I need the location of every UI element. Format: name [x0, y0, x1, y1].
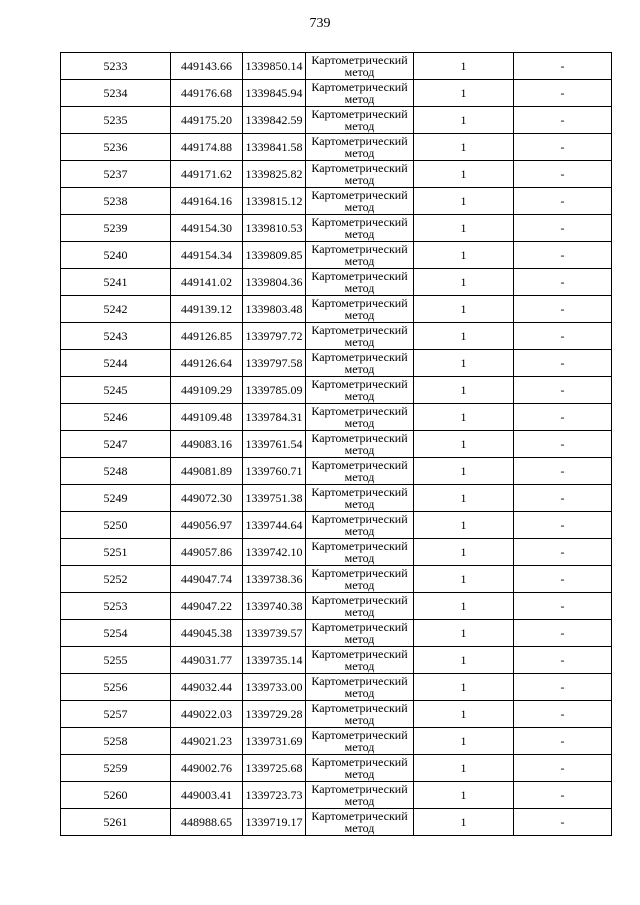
y-coordinate-cell: 1339809.85	[243, 242, 306, 269]
table-row	[61, 134, 612, 161]
point-number-cell: 5260	[61, 782, 171, 809]
y-coordinate-cell: 1339810.53	[243, 215, 306, 242]
x-coordinate-cell: 449072.30	[171, 485, 243, 512]
method-line-1: Картометрический	[311, 134, 408, 148]
method-line-1: Картометрический	[311, 701, 408, 715]
y-coordinate-cell: 1339739.57	[243, 620, 306, 647]
method-cell	[306, 53, 414, 80]
point-number-cell: 5236	[61, 134, 171, 161]
x-coordinate-cell: 449003.41	[171, 782, 243, 809]
accuracy-cell: 1	[414, 809, 514, 836]
table-row	[61, 107, 612, 134]
method-line-1: Картометрический	[311, 269, 408, 283]
y-coordinate-cell: 1339797.72	[243, 323, 306, 350]
table-row	[61, 215, 612, 242]
accuracy-cell: 1	[414, 782, 514, 809]
point-number-cell: 5241	[61, 269, 171, 296]
table-row	[61, 431, 612, 458]
method-cell	[306, 188, 414, 215]
point-number-cell: 5246	[61, 404, 171, 431]
method-cell	[306, 566, 414, 593]
point-number-cell: 5254	[61, 620, 171, 647]
point-number-cell: 5239	[61, 215, 171, 242]
y-coordinate-cell: 1339797.58	[243, 350, 306, 377]
y-coordinate-cell: 1339723.73	[243, 782, 306, 809]
table-row	[61, 377, 612, 404]
method-cell	[306, 458, 414, 485]
method-line-1: Картометрический	[311, 539, 408, 553]
method-line-2: метод	[344, 389, 375, 403]
method-cell	[306, 512, 414, 539]
x-coordinate-cell: 449171.62	[171, 161, 243, 188]
page-number: 739	[309, 16, 331, 31]
method-cell	[306, 647, 414, 674]
method-line-2: метод	[344, 443, 375, 457]
x-coordinate-cell: 449109.29	[171, 377, 243, 404]
table-row	[61, 350, 612, 377]
point-number-cell: 5253	[61, 593, 171, 620]
note-cell: -	[514, 701, 612, 728]
note-cell: -	[514, 80, 612, 107]
method-cell	[306, 674, 414, 701]
table-row	[61, 701, 612, 728]
method-line-2: метод	[344, 65, 375, 79]
point-number-cell: 5249	[61, 485, 171, 512]
table-row	[61, 566, 612, 593]
note-cell: -	[514, 431, 612, 458]
note-cell: -	[514, 323, 612, 350]
method-cell	[306, 296, 414, 323]
point-number-cell: 5242	[61, 296, 171, 323]
method-line-2: метод	[344, 362, 375, 376]
note-cell: -	[514, 593, 612, 620]
method-line-1: Картометрический	[311, 377, 408, 391]
note-cell: -	[514, 620, 612, 647]
y-coordinate-cell: 1339815.12	[243, 188, 306, 215]
point-number-cell: 5233	[61, 53, 171, 80]
note-cell: -	[514, 377, 612, 404]
accuracy-cell: 1	[414, 377, 514, 404]
method-cell	[306, 107, 414, 134]
table-row	[61, 323, 612, 350]
y-coordinate-cell: 1339733.00	[243, 674, 306, 701]
accuracy-cell: 1	[414, 566, 514, 593]
method-line-2: метод	[344, 740, 375, 754]
method-cell	[306, 782, 414, 809]
method-line-1: Картометрический	[311, 620, 408, 634]
y-coordinate-cell: 1339731.69	[243, 728, 306, 755]
method-line-1: Картометрический	[311, 431, 408, 445]
method-line-2: метод	[344, 578, 375, 592]
y-coordinate-cell: 1339845.94	[243, 80, 306, 107]
method-cell	[306, 539, 414, 566]
note-cell: -	[514, 512, 612, 539]
x-coordinate-cell: 449175.20	[171, 107, 243, 134]
y-coordinate-cell: 1339850.14	[243, 53, 306, 80]
x-coordinate-cell: 449022.03	[171, 701, 243, 728]
table-row	[61, 242, 612, 269]
method-line-2: метод	[344, 200, 375, 214]
y-coordinate-cell: 1339841.58	[243, 134, 306, 161]
x-coordinate-cell: 449032.44	[171, 674, 243, 701]
table-row	[61, 674, 612, 701]
point-number-cell: 5250	[61, 512, 171, 539]
method-cell	[306, 134, 414, 161]
x-coordinate-cell: 449154.30	[171, 215, 243, 242]
table-row	[61, 458, 612, 485]
x-coordinate-cell: 449126.64	[171, 350, 243, 377]
method-line-2: метод	[344, 794, 375, 808]
method-line-2: метод	[344, 713, 375, 727]
accuracy-cell: 1	[414, 404, 514, 431]
y-coordinate-cell: 1339760.71	[243, 458, 306, 485]
note-cell: -	[514, 647, 612, 674]
y-coordinate-cell: 1339761.54	[243, 431, 306, 458]
coordinates-table	[60, 52, 612, 836]
method-line-1: Картометрический	[311, 107, 408, 121]
method-line-1: Картометрический	[311, 782, 408, 796]
method-cell	[306, 215, 414, 242]
method-line-2: метод	[344, 821, 375, 835]
method-line-2: метод	[344, 497, 375, 511]
y-coordinate-cell: 1339803.48	[243, 296, 306, 323]
point-number-cell: 5261	[61, 809, 171, 836]
accuracy-cell: 1	[414, 269, 514, 296]
method-line-1: Картометрический	[311, 647, 408, 661]
y-coordinate-cell: 1339725.68	[243, 755, 306, 782]
x-coordinate-cell: 449045.38	[171, 620, 243, 647]
accuracy-cell: 1	[414, 755, 514, 782]
table-row	[61, 404, 612, 431]
y-coordinate-cell: 1339825.82	[243, 161, 306, 188]
accuracy-cell: 1	[414, 53, 514, 80]
table-row	[61, 485, 612, 512]
y-coordinate-cell: 1339738.36	[243, 566, 306, 593]
table-row	[61, 512, 612, 539]
method-cell	[306, 485, 414, 512]
table-row	[61, 620, 612, 647]
point-number-cell: 5245	[61, 377, 171, 404]
method-line-2: метод	[344, 173, 375, 187]
method-cell	[306, 161, 414, 188]
method-cell	[306, 620, 414, 647]
x-coordinate-cell: 449109.48	[171, 404, 243, 431]
method-cell	[306, 809, 414, 836]
method-line-1: Картометрический	[311, 728, 408, 742]
accuracy-cell: 1	[414, 512, 514, 539]
table-row	[61, 53, 612, 80]
x-coordinate-cell: 449143.66	[171, 53, 243, 80]
method-line-2: метод	[344, 470, 375, 484]
x-coordinate-cell: 449002.76	[171, 755, 243, 782]
method-cell	[306, 269, 414, 296]
method-cell	[306, 377, 414, 404]
note-cell: -	[514, 782, 612, 809]
accuracy-cell: 1	[414, 647, 514, 674]
method-line-1: Картометрический	[311, 809, 408, 823]
note-cell: -	[514, 161, 612, 188]
method-cell	[306, 323, 414, 350]
y-coordinate-cell: 1339804.36	[243, 269, 306, 296]
point-number-cell: 5257	[61, 701, 171, 728]
accuracy-cell: 1	[414, 728, 514, 755]
accuracy-cell: 1	[414, 593, 514, 620]
x-coordinate-cell: 448988.65	[171, 809, 243, 836]
table-row	[61, 809, 612, 836]
x-coordinate-cell: 449056.97	[171, 512, 243, 539]
point-number-cell: 5247	[61, 431, 171, 458]
table-row	[61, 593, 612, 620]
point-number-cell: 5235	[61, 107, 171, 134]
accuracy-cell: 1	[414, 161, 514, 188]
point-number-cell: 5252	[61, 566, 171, 593]
method-line-1: Картометрический	[311, 755, 408, 769]
x-coordinate-cell: 449057.86	[171, 539, 243, 566]
accuracy-cell: 1	[414, 188, 514, 215]
y-coordinate-cell: 1339751.38	[243, 485, 306, 512]
x-coordinate-cell: 449176.68	[171, 80, 243, 107]
accuracy-cell: 1	[414, 431, 514, 458]
point-number-cell: 5256	[61, 674, 171, 701]
accuracy-cell: 1	[414, 620, 514, 647]
note-cell: -	[514, 404, 612, 431]
x-coordinate-cell: 449031.77	[171, 647, 243, 674]
method-line-2: метод	[344, 551, 375, 565]
x-coordinate-cell: 449139.12	[171, 296, 243, 323]
table-row	[61, 755, 612, 782]
note-cell: -	[514, 296, 612, 323]
method-line-1: Картометрический	[311, 512, 408, 526]
note-cell: -	[514, 350, 612, 377]
coordinates-table-body	[61, 53, 612, 836]
method-line-2: метод	[344, 308, 375, 322]
x-coordinate-cell: 449047.74	[171, 566, 243, 593]
method-cell	[306, 350, 414, 377]
note-cell: -	[514, 755, 612, 782]
table-row	[61, 188, 612, 215]
method-line-2: метод	[344, 335, 375, 349]
y-coordinate-cell: 1339784.31	[243, 404, 306, 431]
method-line-1: Картометрический	[311, 80, 408, 94]
method-line-1: Картометрический	[311, 404, 408, 418]
table-row	[61, 539, 612, 566]
x-coordinate-cell: 449126.85	[171, 323, 243, 350]
table-row	[61, 728, 612, 755]
y-coordinate-cell: 1339719.17	[243, 809, 306, 836]
y-coordinate-cell: 1339744.64	[243, 512, 306, 539]
table-row	[61, 161, 612, 188]
accuracy-cell: 1	[414, 674, 514, 701]
y-coordinate-cell: 1339735.14	[243, 647, 306, 674]
method-line-2: метод	[344, 119, 375, 133]
point-number-cell: 5234	[61, 80, 171, 107]
accuracy-cell: 1	[414, 539, 514, 566]
note-cell: -	[514, 242, 612, 269]
note-cell: -	[514, 566, 612, 593]
method-line-1: Картометрический	[311, 674, 408, 688]
note-cell: -	[514, 215, 612, 242]
note-cell: -	[514, 809, 612, 836]
method-line-1: Картометрический	[311, 188, 408, 202]
method-line-2: метод	[344, 92, 375, 106]
point-number-cell: 5251	[61, 539, 171, 566]
method-line-1: Картометрический	[311, 593, 408, 607]
table-row	[61, 80, 612, 107]
point-number-cell: 5237	[61, 161, 171, 188]
point-number-cell: 5259	[61, 755, 171, 782]
method-cell	[306, 593, 414, 620]
note-cell: -	[514, 53, 612, 80]
method-line-2: метод	[344, 632, 375, 646]
note-cell: -	[514, 458, 612, 485]
method-line-2: метод	[344, 659, 375, 673]
accuracy-cell: 1	[414, 485, 514, 512]
accuracy-cell: 1	[414, 215, 514, 242]
accuracy-cell: 1	[414, 296, 514, 323]
note-cell: -	[514, 485, 612, 512]
y-coordinate-cell: 1339842.59	[243, 107, 306, 134]
note-cell: -	[514, 728, 612, 755]
method-cell	[306, 701, 414, 728]
method-cell	[306, 80, 414, 107]
table-row	[61, 647, 612, 674]
x-coordinate-cell: 449083.16	[171, 431, 243, 458]
method-line-2: метод	[344, 686, 375, 700]
accuracy-cell: 1	[414, 80, 514, 107]
point-number-cell: 5238	[61, 188, 171, 215]
point-number-cell: 5240	[61, 242, 171, 269]
x-coordinate-cell: 449174.88	[171, 134, 243, 161]
accuracy-cell: 1	[414, 107, 514, 134]
x-coordinate-cell: 449141.02	[171, 269, 243, 296]
y-coordinate-cell: 1339785.09	[243, 377, 306, 404]
note-cell: -	[514, 674, 612, 701]
point-number-cell: 5258	[61, 728, 171, 755]
method-cell	[306, 242, 414, 269]
accuracy-cell: 1	[414, 134, 514, 161]
method-cell	[306, 728, 414, 755]
y-coordinate-cell: 1339740.38	[243, 593, 306, 620]
method-line-2: метод	[344, 254, 375, 268]
method-cell	[306, 404, 414, 431]
note-cell: -	[514, 134, 612, 161]
method-line-2: метод	[344, 524, 375, 538]
x-coordinate-cell: 449047.22	[171, 593, 243, 620]
accuracy-cell: 1	[414, 242, 514, 269]
point-number-cell: 5255	[61, 647, 171, 674]
table-row	[61, 269, 612, 296]
method-line-1: Картометрический	[311, 53, 408, 67]
method-line-1: Картометрический	[311, 242, 408, 256]
note-cell: -	[514, 269, 612, 296]
method-line-1: Картометрический	[311, 350, 408, 364]
method-line-1: Картометрический	[311, 458, 408, 472]
method-line-1: Картометрический	[311, 215, 408, 229]
method-line-2: метод	[344, 767, 375, 781]
method-line-2: метод	[344, 605, 375, 619]
method-line-2: метод	[344, 281, 375, 295]
note-cell: -	[514, 539, 612, 566]
note-cell: -	[514, 107, 612, 134]
method-line-1: Картометрический	[311, 161, 408, 175]
accuracy-cell: 1	[414, 323, 514, 350]
method-cell	[306, 431, 414, 458]
x-coordinate-cell: 449081.89	[171, 458, 243, 485]
accuracy-cell: 1	[414, 350, 514, 377]
y-coordinate-cell: 1339729.28	[243, 701, 306, 728]
method-line-1: Картометрический	[311, 566, 408, 580]
table-row	[61, 782, 612, 809]
x-coordinate-cell: 449021.23	[171, 728, 243, 755]
point-number-cell: 5248	[61, 458, 171, 485]
point-number-cell: 5244	[61, 350, 171, 377]
y-coordinate-cell: 1339742.10	[243, 539, 306, 566]
accuracy-cell: 1	[414, 458, 514, 485]
table-row	[61, 296, 612, 323]
x-coordinate-cell: 449154.34	[171, 242, 243, 269]
x-coordinate-cell: 449164.16	[171, 188, 243, 215]
method-line-2: метод	[344, 416, 375, 430]
method-line-1: Картометрический	[311, 485, 408, 499]
method-line-1: Картометрический	[311, 323, 408, 337]
method-line-1: Картометрический	[311, 296, 408, 310]
point-number-cell: 5243	[61, 323, 171, 350]
method-line-2: метод	[344, 227, 375, 241]
method-cell	[306, 755, 414, 782]
note-cell: -	[514, 188, 612, 215]
accuracy-cell: 1	[414, 701, 514, 728]
method-line-2: метод	[344, 146, 375, 160]
